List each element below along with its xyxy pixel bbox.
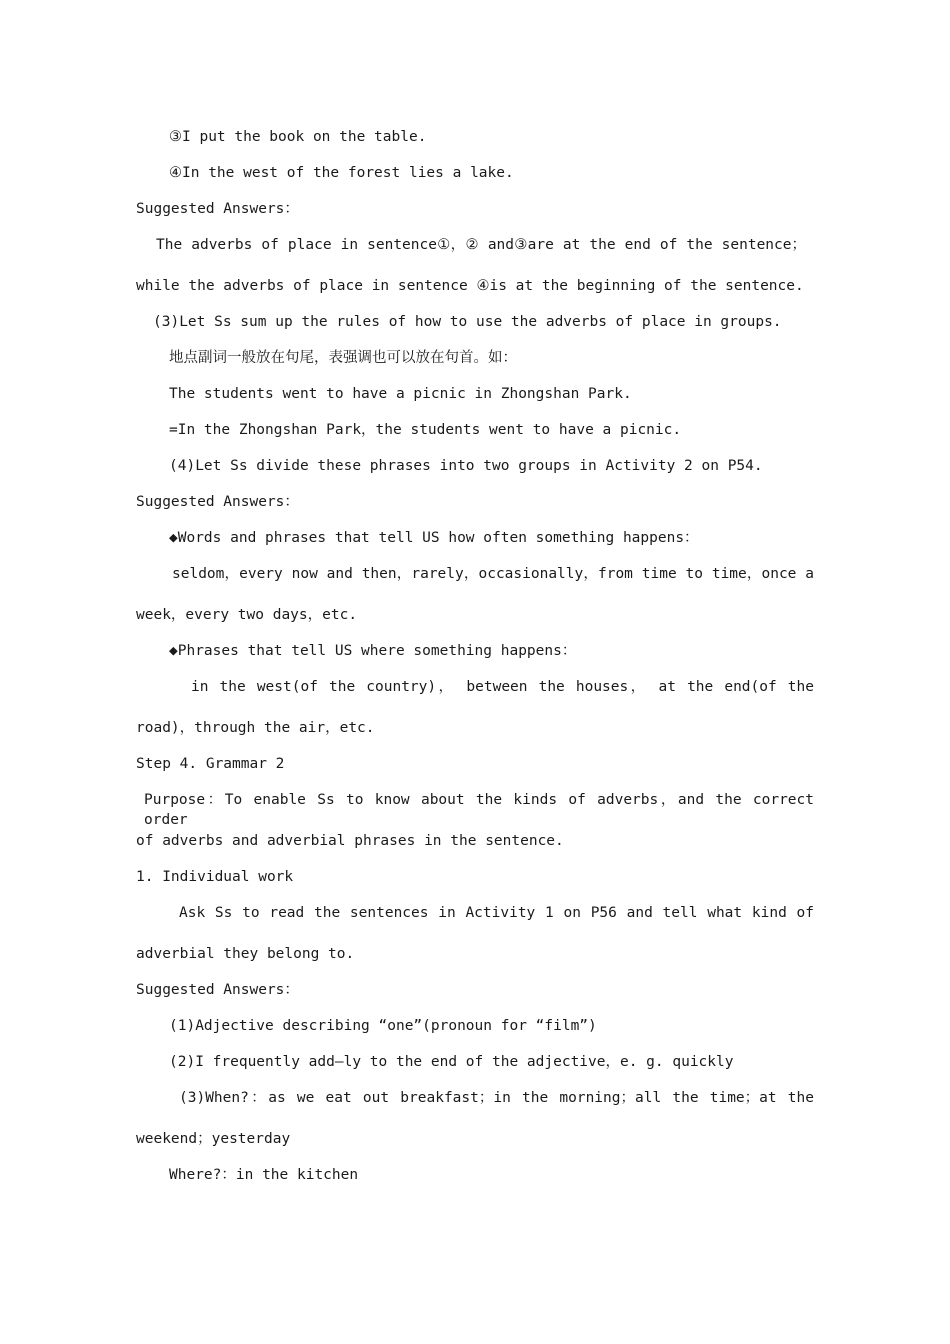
text-line: Purpose：To enable Ss to know about the kinds of adverbs，and the correct order [144,792,814,828]
text-line: (4)Let Ss divide these phrases into two groups in Activity 2 on P54. [169,458,763,474]
text-line: seldom，every now and then，rarely，occasionally，from time to time，once a [172,566,814,582]
text-line: road)，through the air，etc. [136,720,375,736]
text-line: The students went to have a picnic in Zhongshan Park. [169,386,632,402]
text-line: The adverbs of place in sentence①，② and③are at the end of the sentence； [156,237,806,253]
section-heading: Step 4. Grammar 2 [136,756,285,772]
text-line: Ask Ss to read the sentences in Activity 1 on P56 and tell what kind of [179,905,814,921]
section-label: Suggested Answers： [136,201,299,217]
text-line: (3)Let Ss sum up the rules of how to use the adverbs of place in groups. [153,314,782,330]
text-line: (1)Adjective describing “one”(pronoun for “film”) [169,1018,597,1034]
text-line: 地点副词一般放在句尾，表强调也可以放在句首。如： [169,350,517,366]
text-line: of adverbs and adverbial phrases in the sentence. [136,833,564,849]
text-line: adverbial they belong to. [136,946,355,962]
text-line: ④In the west of the forest lies a lake. [169,165,514,181]
text-line: ◆Words and phrases that tell US how often something happens： [169,530,699,546]
section-heading: 1. Individual work [136,869,294,885]
text-line: =In the Zhongshan Park，the students went to have a picnic. [169,422,682,438]
text-line: (3)When?：as we eat out breakfast；in the morning；all the time；at the [179,1090,814,1106]
text-line: (2)I frequently add—ly to the end of the adjective，e. g. quickly [169,1054,734,1070]
text-line: ③I put the book on the table. [169,129,427,145]
text-line: Where?：in the kitchen [169,1167,359,1183]
section-label: Suggested Answers： [136,494,299,510]
section-label: Suggested Answers： [136,982,299,998]
text-line: while the adverbs of place in sentence ④is at the beginning of the sentence. [136,278,804,294]
text-line: week，every two days，etc. [136,607,358,623]
text-line: weekend；yesterday [136,1131,291,1147]
text-line: ◆Phrases that tell US where something happens： [169,643,577,659]
text-line: in the west(of the country)， between the houses， at the end(of the [191,679,814,695]
